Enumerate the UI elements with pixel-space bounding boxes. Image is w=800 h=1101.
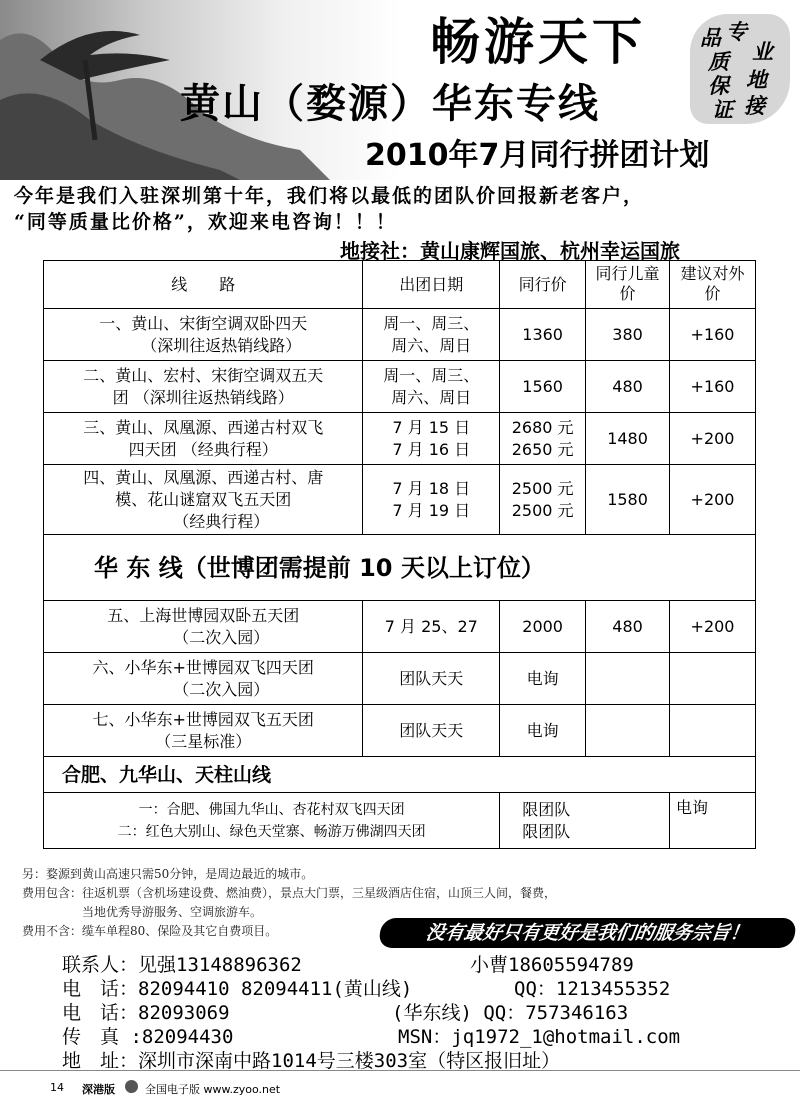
intro-line: “同等质量比价格”，欢迎来电咨询！！！ xyxy=(14,211,397,233)
page-footer xyxy=(0,1070,800,1101)
child-price-cell: 380 xyxy=(586,309,670,361)
type-cell: 限团队 限团队 xyxy=(500,793,670,849)
intro-line: 今年是我们入驻深圳第十年，我们将以最低的团队价回报新老客户， xyxy=(14,185,645,207)
hefei-line-title: 合肥、九华山、天柱山线 xyxy=(44,757,756,793)
price-cell: 2500 元 2500 元 xyxy=(500,465,586,535)
child-price-cell: 480 xyxy=(586,361,670,413)
table-row xyxy=(44,465,756,535)
note-line: 费用包含：往返机票（含机场建设费、燃油费），景点大门票，三星级酒店住宿，山顶三人间，餐费， xyxy=(22,886,557,900)
plan-title: 2010年7月同行拼团计划 xyxy=(365,138,710,173)
col-header-date: 出团日期 xyxy=(363,261,500,309)
date-cell: 周一、周三、 周六、周日 xyxy=(363,309,500,361)
date-cell: 团队天天 xyxy=(363,653,500,705)
agency-line: 地接社：黄山康辉国旅、杭州幸运国旅 xyxy=(340,239,680,263)
suggest-price-cell xyxy=(670,653,756,705)
price-cell: 1360 xyxy=(500,309,586,361)
route-cell: 一：合肥、佛国九华山、杏花村双飞四天团 二：红色大别山、绿色天堂寨、畅游万佛湖四天团 xyxy=(44,793,500,849)
table-row xyxy=(44,413,756,465)
contact-msn: MSN：jq1972_1@hotmail.com xyxy=(398,1026,681,1048)
price-cell: 2680 元 2650 元 xyxy=(500,413,586,465)
contact-phone: 电 话：82094410 82094411(黄山线) xyxy=(62,978,413,1000)
seal-char: 质 xyxy=(708,50,729,74)
note-line: 另：婺源到黄山高速只需50分钟，是周边最近的城市。 xyxy=(22,867,314,881)
east-line-title: 华 东 线（世博团需提前 10 天以上订位） xyxy=(44,535,756,601)
child-price-cell: 1580 xyxy=(586,465,670,535)
page-number: 14 xyxy=(50,1081,64,1094)
seal-char: 接 xyxy=(744,94,765,118)
route-cell: 七、小华东+世博园双飞五天团 （三星标准） xyxy=(44,705,363,757)
tour-price-table xyxy=(43,260,756,849)
route-cell: 五、上海世博园双卧五天团 （二次入园） xyxy=(44,601,363,653)
price-cell: 2000 xyxy=(500,601,586,653)
logo-icon xyxy=(125,1080,138,1093)
contact-phone-2: 电 话：82093069 xyxy=(62,1002,230,1024)
section-row-east xyxy=(44,535,756,601)
suggest-price-cell: +200 xyxy=(670,413,756,465)
seal-char: 业 xyxy=(752,40,773,64)
route-cell: 一、黄山、宋街空调双卧四天 （深圳往返热销线路） xyxy=(44,309,363,361)
intro-text xyxy=(14,183,644,235)
edition-label: 深港版 xyxy=(82,1083,115,1096)
brand-title: 畅游天下 xyxy=(430,13,646,71)
seal-char: 专 xyxy=(726,20,747,44)
note-line: 当地优秀导游服务、空调旅游车。 xyxy=(82,905,263,919)
price-cell: 1560 xyxy=(500,361,586,413)
route-cell: 二、黄山、宏村、宋街空调双五天 团 （深圳往返热销线路） xyxy=(44,361,363,413)
child-price-cell: 480 xyxy=(586,601,670,653)
route-title: 黄山（婺源）华东专线 xyxy=(180,81,600,127)
route-cell: 三、黄山、凤凰源、西递古村双飞 四天团 （经典行程） xyxy=(44,413,363,465)
contact-address: 地 址：深圳市深南中路1014号三楼303室（特区报旧址） xyxy=(62,1050,561,1072)
child-price-cell xyxy=(586,705,670,757)
seal-char: 品 xyxy=(700,26,721,50)
suggest-price-cell xyxy=(670,705,756,757)
suggest-price-cell: +160 xyxy=(670,361,756,413)
contact-qq-2: (华东线) QQ：757346163 xyxy=(392,1002,629,1024)
contact-fax: 传 真 :82094430 xyxy=(62,1026,234,1048)
route-cell: 四、黄山、凤凰源、西递古村、唐 模、花山谜窟双飞五天团 （经典行程） xyxy=(44,465,363,535)
col-header-suggest: 建议对外价 xyxy=(670,261,756,309)
date-cell: 7 月 25、27 xyxy=(363,601,500,653)
col-header-price: 同行价 xyxy=(500,261,586,309)
table-row xyxy=(44,601,756,653)
date-cell: 周一、周三、 周六、周日 xyxy=(363,361,500,413)
contact-person-2: 小曹18605594789 xyxy=(470,954,634,976)
table-row xyxy=(44,793,756,849)
price-cell: 电询 xyxy=(670,793,756,849)
seal-char: 地 xyxy=(746,68,767,92)
section-row-hefei xyxy=(44,757,756,793)
col-header-child: 同行儿童价 xyxy=(586,261,670,309)
route-cell: 六、小华东+世博园双飞四天团 （二次入园） xyxy=(44,653,363,705)
seal-char: 保 xyxy=(708,74,729,98)
suggest-price-cell: +200 xyxy=(670,465,756,535)
date-cell: 7 月 18 日 7 月 19 日 xyxy=(363,465,500,535)
note-line: 费用不含：缆车单程80、保险及其它自费项目。 xyxy=(22,924,278,938)
table-row xyxy=(44,309,756,361)
child-price-cell xyxy=(586,653,670,705)
col-header-route: 线 路 xyxy=(44,261,363,309)
contact-qq: QQ：1213455352 xyxy=(514,978,671,1000)
contact-person: 联系人：见强13148896362 xyxy=(62,954,302,976)
table-header-row xyxy=(44,261,756,309)
child-price-cell: 1480 xyxy=(586,413,670,465)
site-label: 全国电子版 www.zyoo.net xyxy=(145,1083,281,1096)
seal-char: 证 xyxy=(712,98,733,122)
service-slogan: 没有最好只有更好是我们的服务宗旨！ xyxy=(378,918,797,948)
table-row xyxy=(44,705,756,757)
suggest-price-cell: +160 xyxy=(670,309,756,361)
quality-seal xyxy=(690,14,790,124)
table-row xyxy=(44,653,756,705)
price-cell: 电询 xyxy=(500,705,586,757)
date-cell: 团队天天 xyxy=(363,705,500,757)
table-row xyxy=(44,361,756,413)
date-cell: 7 月 15 日 7 月 16 日 xyxy=(363,413,500,465)
suggest-price-cell: +200 xyxy=(670,601,756,653)
price-cell: 电询 xyxy=(500,653,586,705)
